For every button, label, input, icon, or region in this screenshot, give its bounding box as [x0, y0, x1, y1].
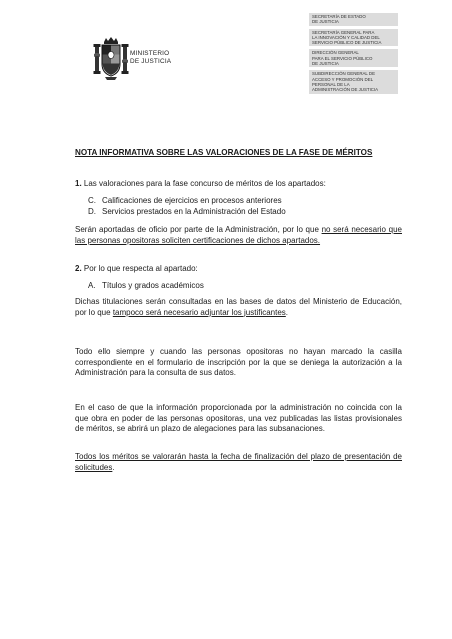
list-marker: C.: [88, 196, 96, 205]
paragraph-underlined-text: no será necesario que las personas opositoras soliciten certificaciones de dichos apartados.: [75, 225, 402, 245]
coat-of-arms-icon: [93, 36, 129, 82]
section-intro-text: Las valoraciones para la fase concurso de méritos de los apartados:: [83, 179, 326, 188]
paragraph-underlined-text: tampoco será necesario adjuntar los justificantes: [112, 307, 286, 317]
section2-paragraph: [75, 297, 402, 318]
list-item: [88, 207, 286, 218]
ministry-name: [130, 50, 171, 66]
department-line: SECRETARÍA GENERAL PARA: [312, 29, 375, 35]
department-box: [309, 49, 398, 67]
section1-intro: [75, 179, 402, 190]
list-marker: D.: [88, 207, 96, 216]
department-line: DE JUSTICIA: [312, 61, 339, 67]
department-line: PERSONAL DE LA: [312, 81, 350, 87]
deadline-paragraph: [75, 452, 402, 473]
list-item-text: Calificaciones de ejercicios en procesos anteriores: [102, 196, 282, 205]
department-line: DIRECCIÓN GENERAL: [312, 50, 359, 56]
department-line: PARA EL SERVICIO PÚBLICO: [312, 55, 373, 61]
department-box: [309, 70, 398, 93]
paragraph-underlined-text: Todos los méritos se valorarán hasta la fecha de finalización del plazo de presentación de solicitudes: [75, 452, 402, 472]
paragraph-end: .: [112, 462, 115, 472]
department-line: DE JUSTICIA: [312, 19, 339, 25]
section-number: 2.: [75, 264, 82, 273]
department-box: [309, 13, 398, 26]
section2-intro: [75, 264, 402, 275]
document-title: NOTA INFORMATIVA SOBRE LAS VALORACIONES DE LA FASE DE MÉRITOS: [75, 148, 373, 157]
department-line: SUBDIRECCIÓN GENERAL DE: [312, 71, 376, 77]
department-line: ACCESO Y PROMOCIÓN DEL: [312, 76, 374, 82]
department-line: SERVICIO PÚBLICO DE JUSTICIA: [312, 40, 382, 46]
department-line: LA INNOVACIÓN Y CALIDAD DEL: [312, 34, 380, 40]
list-item-text: Servicios prestados en la Administración del Estado: [102, 207, 286, 216]
allegations-paragraph: En el caso de que la información proporcionada por la administración no coincida con la que obra en poder de las personas opositoras, una vez publicadas las listas provisionales de méritos, se abrirá un plazo de alegaciones para las subsanaciones.: [75, 403, 402, 433]
department-line: ADMINISTRACIÓN DE JUSTICIA: [312, 87, 379, 93]
authorization-paragraph: Todo ello siempre y cuando las personas opositoras no hayan marcado la casilla correspondiente en el formulario de inscripción por la que se deniega la autorización a la Administración para la consulta de sus datos.: [75, 347, 402, 377]
paragraph-text: Serán aportadas de oficio por parte de la Administración, por lo que: [75, 225, 322, 234]
ministry-line: MINISTERIO: [130, 50, 170, 57]
paragraph-text: Dichas titulaciones serán consultadas en las bases de datos del Ministerio de Educación, por lo que: [75, 297, 402, 317]
section-number: 1.: [75, 179, 82, 188]
list-item-text: Títulos y grados académicos: [102, 281, 204, 290]
department-boxes: [309, 13, 398, 97]
list-marker: A.: [88, 281, 96, 290]
paragraph-end: .: [285, 307, 289, 317]
section1-paragraph: [75, 225, 402, 246]
list-item: [88, 196, 282, 207]
list-item: [88, 281, 204, 292]
section-intro-text: Por lo que respecta al apartado:: [83, 264, 198, 273]
department-box: [309, 29, 398, 47]
ministry-line: DE JUSTICIA: [130, 58, 172, 65]
department-line: SECRETARÍA DE ESTADO: [312, 14, 366, 19]
